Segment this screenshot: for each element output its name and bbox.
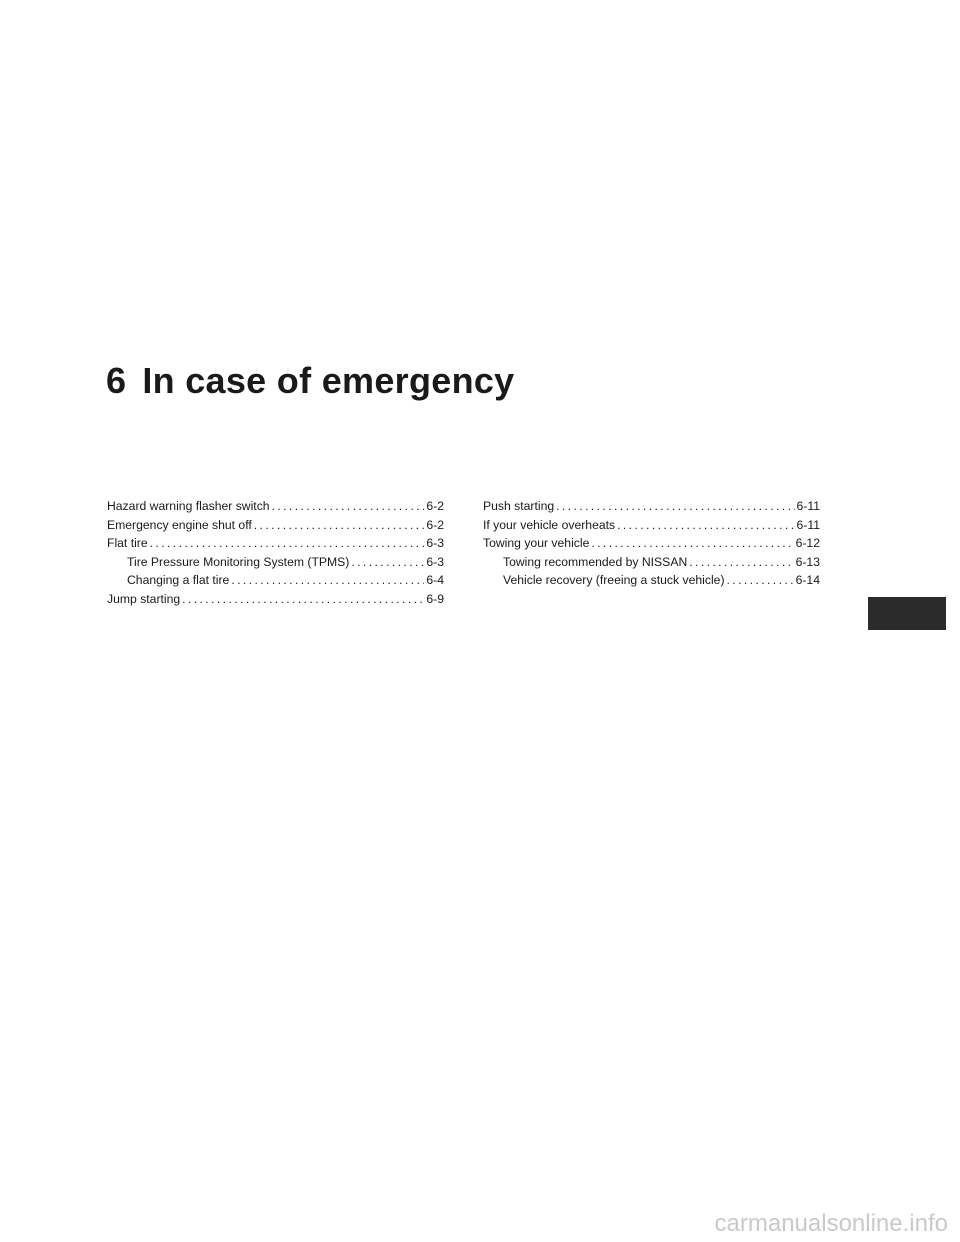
toc-dot-leader [254,516,425,535]
toc-entry-label: Emergency engine shut off [107,517,252,532]
toc-dot-leader [150,534,425,553]
toc-entry-page: 6-13 [795,554,820,569]
toc-entry-label: Towing your vehicle [483,536,590,551]
chapter-number: 6 [106,360,127,401]
toc-entry-label: Flat tire [107,536,148,551]
toc-entry-label: Changing a flat tire [127,573,230,588]
toc-dot-leader [591,534,793,553]
toc-entry-label: Vehicle recovery (freeing a stuck vehicle) [503,573,725,588]
toc-dot-leader [689,553,793,572]
toc-subentry[interactable] [483,571,820,590]
toc-entry[interactable] [483,497,820,516]
toc-entry[interactable] [107,516,444,535]
toc-entry-page: 6-2 [426,517,444,532]
toc-entry-page: 6-11 [796,517,820,532]
toc-subentry[interactable] [107,553,444,572]
toc-entry[interactable] [107,590,444,609]
toc-left-column [107,497,444,609]
chapter-tab-marker [868,597,946,630]
toc-entry-page: 6-14 [795,573,820,588]
toc-subentry[interactable] [107,571,444,590]
toc-entry-label: Hazard warning flasher switch [107,499,270,513]
toc-dot-leader [617,516,794,535]
toc-entry[interactable] [483,534,820,553]
toc-entry-label: Jump starting [107,591,181,606]
toc-dot-leader [182,590,424,609]
toc-entry-page: 6-12 [795,536,820,551]
toc-entry-page: 6-2 [426,499,444,513]
toc-subentry[interactable] [483,553,820,572]
toc-dot-leader [727,571,794,590]
toc-entry-label: Towing recommended by NISSAN [503,554,688,569]
toc-dot-leader [231,571,424,590]
toc-entry-label: Tire Pressure Monitoring System (TPMS) [127,554,350,569]
toc-entry-label: Push starting [483,499,555,513]
toc-entry-page: 6-9 [426,591,444,606]
toc-dot-leader [556,497,794,516]
toc-entry-label: If your vehicle overheats [483,517,616,532]
chapter-title [106,360,515,402]
toc-entry-page: 6-11 [796,499,820,513]
toc-entry[interactable] [483,516,820,535]
toc-dot-leader [351,553,424,572]
toc-dot-leader [272,497,425,516]
watermark: carmanualsonline.info [714,1210,948,1237]
toc-entry[interactable] [107,497,444,516]
chapter-title-text: In case of emergency [142,360,515,401]
toc-entry[interactable] [107,534,444,553]
toc-right-column [483,497,820,590]
toc-entry-page: 6-3 [426,554,444,569]
toc-entry-page: 6-3 [426,536,444,551]
toc-entry-page: 6-4 [426,573,444,588]
